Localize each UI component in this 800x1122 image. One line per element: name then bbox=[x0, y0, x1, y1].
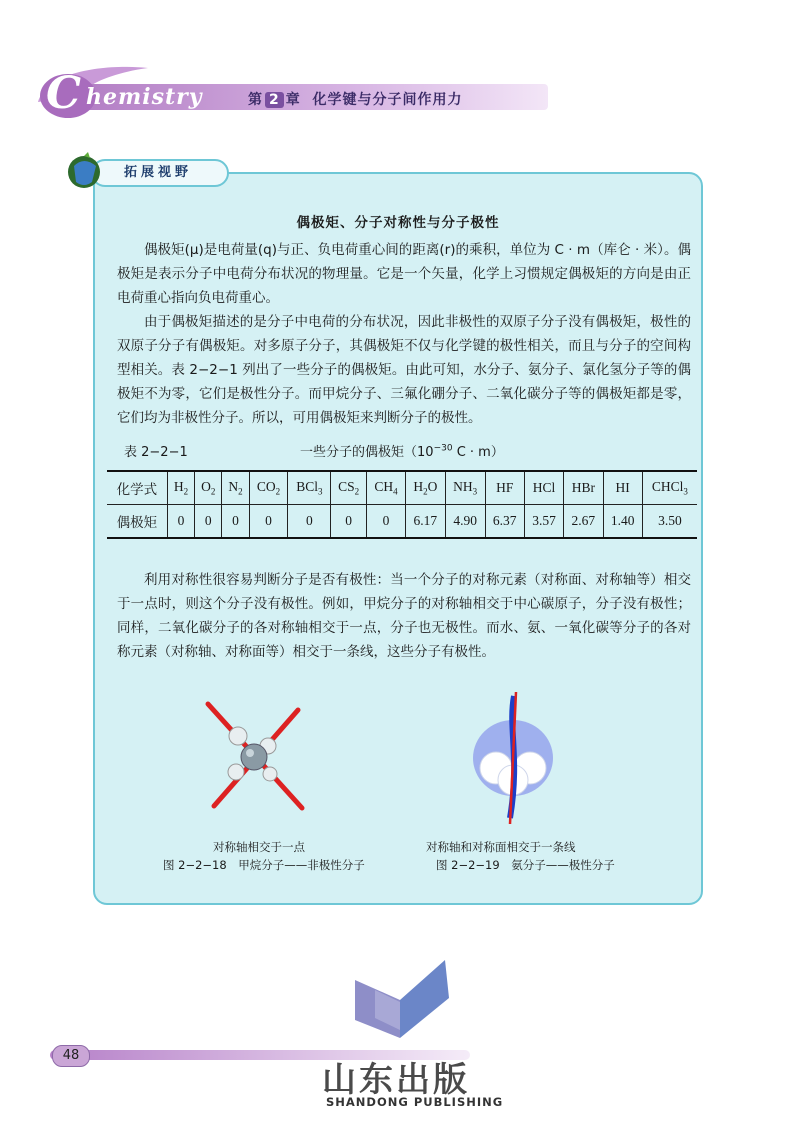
section-tag-label: 拓展视野 bbox=[124, 165, 193, 180]
table-title bbox=[300, 441, 504, 460]
unit-exponent: −30 bbox=[433, 443, 453, 454]
formula-cell bbox=[367, 471, 406, 505]
unit-rest: C · m） bbox=[452, 445, 504, 460]
formula-cell bbox=[249, 471, 288, 505]
moment-cell: 0 bbox=[331, 505, 367, 539]
formula-base: CO bbox=[256, 479, 276, 495]
formula-subscript: 2 bbox=[423, 486, 428, 497]
formula-base: BCl bbox=[296, 479, 318, 495]
publisher-logo-icon bbox=[345, 950, 455, 1040]
moment-cell: 0 bbox=[222, 505, 249, 539]
ammonia-molecule-image bbox=[458, 688, 568, 828]
methane-molecule-image bbox=[190, 690, 320, 820]
moment-cell: 6.37 bbox=[485, 505, 524, 539]
formula-subscript: 2 bbox=[238, 486, 243, 497]
formula-subscript: 2 bbox=[354, 486, 360, 497]
article-title: 偶极矩、分子对称性与分子极性 bbox=[296, 215, 500, 231]
unit-base: 10 bbox=[417, 445, 434, 460]
formula-subscript: 3 bbox=[472, 486, 478, 497]
formula-base: H bbox=[173, 479, 184, 495]
formula-cell bbox=[564, 471, 603, 505]
paragraph-1: 偶极矩(μ)是电荷量(q)与正、负电荷重心间的距离(r)的乘积，单位为 C · m（库仑 · 米）。偶极矩是表示分子中电荷分布状况的物理量。它是一个矢量，化学上习惯规定偶极矩的方向是由正电荷重心指向负电荷重心。 bbox=[117, 242, 691, 306]
moment-row-header: 偶极矩 bbox=[107, 505, 167, 539]
formula-subscript: 2 bbox=[275, 486, 281, 497]
moment-cell: 1.40 bbox=[603, 505, 642, 539]
formula-base: HBr bbox=[571, 480, 595, 495]
formula-cell bbox=[331, 471, 367, 505]
chapter-prefix: 第 bbox=[248, 92, 263, 108]
logo-word: hemistry bbox=[86, 84, 203, 110]
moment-cell: 3.57 bbox=[524, 505, 563, 539]
moment-cell: 0 bbox=[288, 505, 331, 539]
formula-subscript: 3 bbox=[683, 486, 688, 497]
formula-cell bbox=[222, 471, 249, 505]
table-title-text: 一些分子的偶极矩（ bbox=[300, 445, 418, 460]
moment-cell: 4.90 bbox=[445, 505, 485, 539]
chapter-title: 化学键与分子间作用力 bbox=[312, 92, 463, 108]
formula-subscript: 2 bbox=[183, 486, 189, 497]
formula-cell bbox=[288, 471, 331, 505]
formula-cell bbox=[405, 471, 445, 505]
formula-subscript: 3 bbox=[317, 486, 323, 497]
publisher-name-zh: 山东出版 bbox=[322, 1060, 470, 1100]
formula-base: N bbox=[228, 479, 239, 495]
paragraph-2: 由于偶极矩描述的是分子中电荷的分布状况，因此非极性的双原子分子没有偶极矩，极性的双原子分子有偶极矩。对多原子分子，其偶极矩不仅与化学键的极性相关，而且与分子的空间构型相关。表 2−2−1 列出了一些分子的偶极矩。由此可知，水分子、氨分子、氯化氢分子等的偶极矩不为零，它们是极性分子。而甲烷分子、三氟化硼分子、二氧化碳分子等的偶极矩都是零，它们均为非极性分子。所以，可用偶极矩来判断分子的极性。 bbox=[117, 314, 691, 426]
formula-cell bbox=[642, 471, 697, 505]
formula-row-header: 化学式 bbox=[107, 471, 167, 505]
formula-base: HI bbox=[615, 480, 630, 495]
moment-cell: 0 bbox=[367, 505, 406, 539]
formula-cell bbox=[524, 471, 563, 505]
formula-subscript: 2 bbox=[210, 486, 216, 497]
formula-cell bbox=[445, 471, 485, 505]
formula-tail: O bbox=[427, 479, 438, 495]
formula-cell bbox=[167, 471, 194, 505]
formula-cell bbox=[195, 471, 222, 505]
moment-cell: 0 bbox=[167, 505, 194, 539]
chapter-heading bbox=[248, 89, 463, 109]
publisher-name-en: SHANDONG PUBLISHING bbox=[326, 1095, 504, 1109]
dipole-moment-table bbox=[107, 470, 697, 539]
formula-base: HCl bbox=[532, 480, 556, 495]
chapter-number: 2 bbox=[265, 92, 284, 108]
formula-base: O bbox=[201, 479, 211, 495]
formula-cell bbox=[603, 471, 642, 505]
formula-base: NH bbox=[453, 479, 473, 495]
moment-cell: 6.17 bbox=[405, 505, 445, 539]
fig1-caption: 对称轴相交于一点 bbox=[213, 840, 305, 854]
moment-cell: 0 bbox=[249, 505, 288, 539]
moment-cell: 0 bbox=[195, 505, 222, 539]
logo-initial: C bbox=[46, 68, 82, 119]
formula-cell bbox=[485, 471, 524, 505]
moment-cell: 2.67 bbox=[564, 505, 603, 539]
formula-base: H bbox=[413, 479, 424, 495]
fig2-label: 图 2−2−19 氨分子——极性分子 bbox=[436, 858, 615, 872]
paragraph-3: 利用对称性很容易判断分子是否有极性：当一个分子的对称元素（对称面、对称轴等）相交于一点时，则这个分子没有极性。例如，甲烷分子的对称轴相交于中心碳原子，分子没有极性；同样，二氧化碳分子的各对称轴相交于一点，分子也无极性。而水、氨、一氧化碳等分子的各对称元素（对称轴、对称面等）相交于一条线，这些分子有极性。 bbox=[117, 572, 691, 660]
moment-row bbox=[107, 505, 697, 539]
formula-base: CH bbox=[374, 479, 394, 495]
fig1-label: 图 2−2−18 甲烷分子——非极性分子 bbox=[163, 858, 365, 872]
formula-base: CHCl bbox=[651, 479, 684, 495]
formula-subscript: 4 bbox=[393, 486, 398, 497]
formula-row bbox=[107, 471, 697, 505]
chapter-suffix: 章 bbox=[285, 92, 301, 108]
formula-base: HF bbox=[496, 480, 514, 495]
table-label: 表 2−2−1 bbox=[124, 445, 188, 460]
page-number: 48 bbox=[52, 1045, 90, 1067]
fig2-caption: 对称轴和对称面相交于一条线 bbox=[426, 840, 576, 854]
moment-cell: 3.50 bbox=[642, 505, 697, 539]
formula-base: CS bbox=[338, 479, 355, 495]
